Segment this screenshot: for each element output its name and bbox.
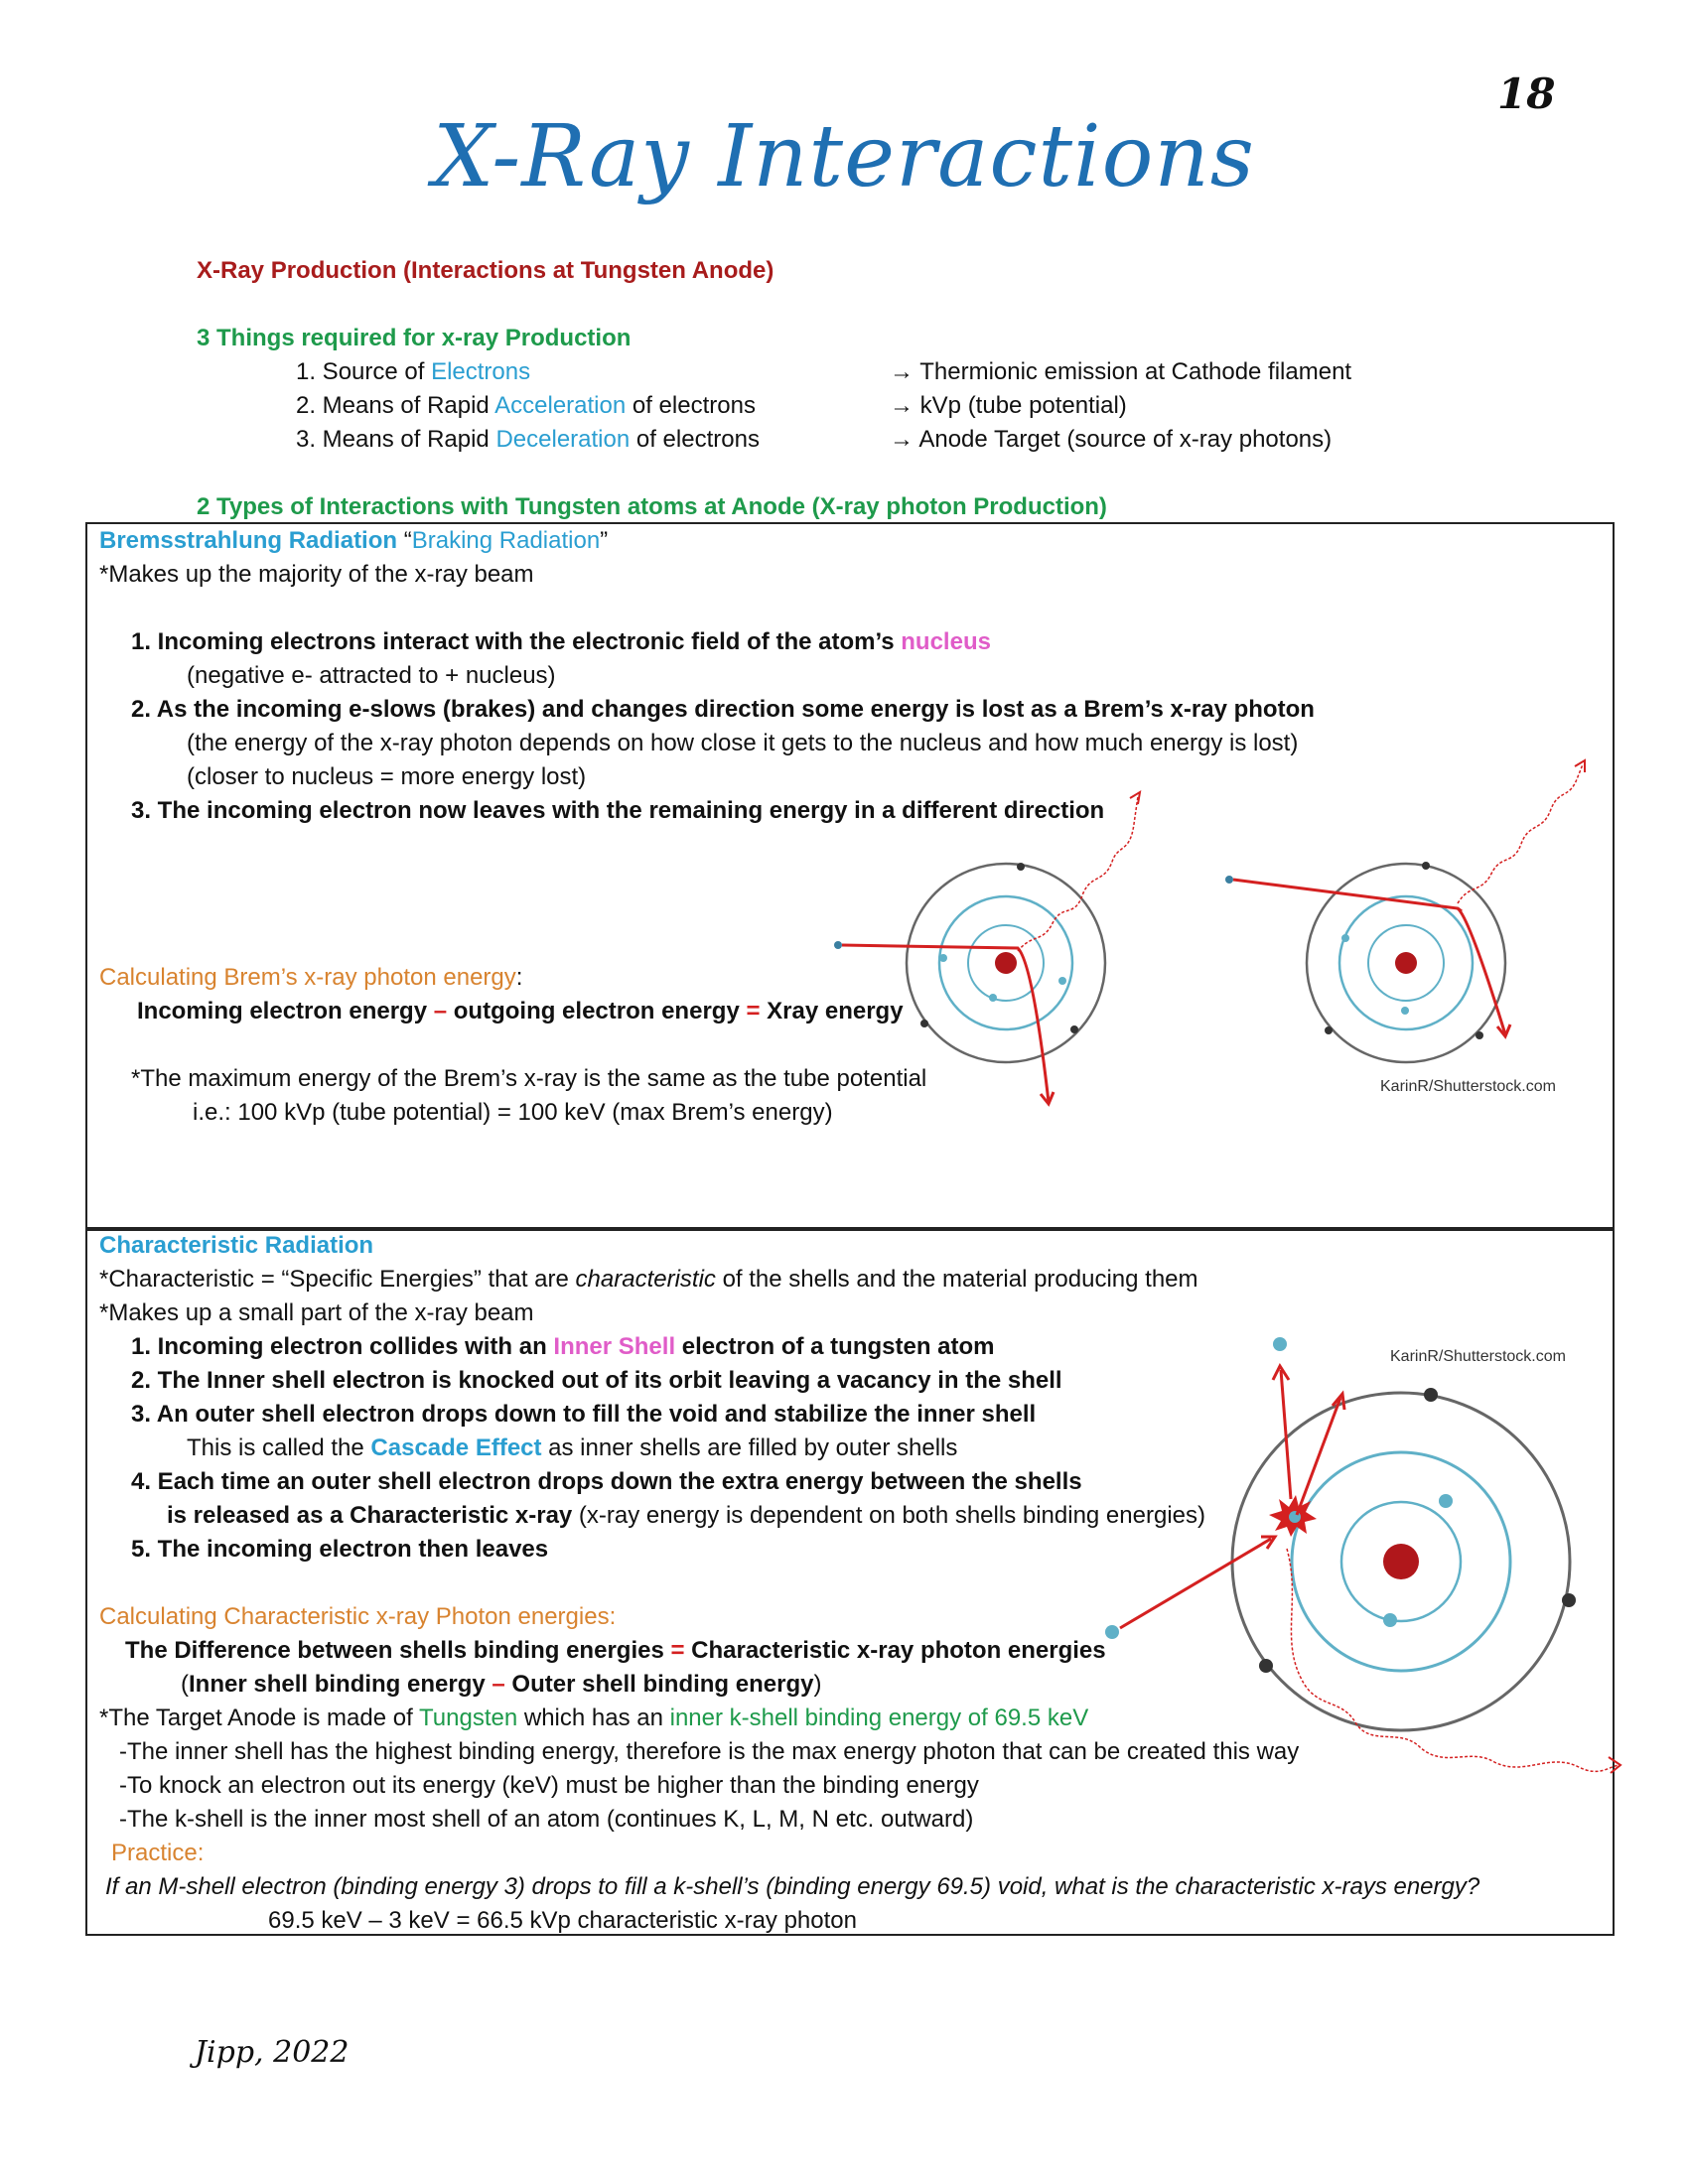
requirement-text: 1. Source of	[296, 358, 432, 385]
quote-open: “	[397, 527, 412, 554]
minus-sign: –	[433, 998, 448, 1024]
arrowhead	[1130, 792, 1140, 804]
formula-part: The Difference between shells binding energies	[125, 1637, 671, 1664]
brems-title-line	[99, 524, 608, 558]
characteristic-small-part: *Makes up a small part of the x-ray beam	[99, 1299, 534, 1326]
characteristic-diagram	[1102, 1340, 1618, 1807]
electron	[1422, 862, 1430, 870]
char-step-4: 4. Each time an outer shell electron drops down the extra energy between the shells	[131, 1468, 1082, 1495]
brems-step-3: 3. The incoming electron now leaves with the remaining energy in a different direction	[131, 797, 1105, 824]
electron	[1058, 977, 1066, 985]
requirement-suffix: of electrons	[630, 426, 760, 453]
incoming-electron	[1105, 1625, 1119, 1639]
ejected-electron	[1273, 1337, 1287, 1351]
requirements-heading: 3 Things required for x-ray Production	[197, 325, 632, 351]
footer-signature: Jipp, 2022	[195, 2035, 350, 2070]
char-step-5: 5. The incoming electron then leaves	[131, 1536, 549, 1563]
practice-label: Practice:	[111, 1840, 205, 1866]
electron	[1424, 1388, 1438, 1402]
requirement-item-2	[296, 389, 756, 423]
step-text: 1. Incoming electron collides with an	[131, 1333, 554, 1360]
nucleus	[1395, 952, 1417, 974]
cascade-text: as inner shells are filled by outer shells	[541, 1434, 958, 1461]
brems-step-1	[131, 625, 991, 659]
char-step-3: 3. An outer shell electron drops down to fill the void and stabilize the inner shell	[131, 1401, 1037, 1428]
incoming-electron	[834, 941, 842, 949]
tungsten-highlight: Tungsten	[419, 1705, 518, 1731]
brems-calc-formula	[137, 995, 904, 1028]
char-calc-formula	[125, 1634, 1106, 1668]
brems-max-note: *The maximum energy of the Brem’s x-ray is the same as the tube potential	[131, 1065, 927, 1092]
requirement-result-2: → kVp (tube potential)	[890, 392, 1127, 419]
equals-sign: =	[746, 998, 761, 1024]
step-text-bold: is released as a Characteristic x-ray	[167, 1502, 573, 1529]
char-calc-formula-2	[181, 1668, 821, 1702]
brems-step-1-note: (negative e- attracted to + nucleus)	[187, 662, 556, 689]
cascade-text: This is called the	[187, 1434, 371, 1461]
inner-shell-highlight: Inner Shell	[553, 1333, 676, 1360]
characteristic-image-credit: KarinR/Shutterstock.com	[1390, 1348, 1566, 1365]
electron	[920, 1020, 928, 1027]
requirement-highlight: Acceleration	[494, 392, 627, 419]
char-step-4-continued	[167, 1499, 1205, 1533]
formula-part: Inner shell binding energy	[189, 1671, 492, 1698]
electron	[1439, 1494, 1453, 1508]
cascade-note	[187, 1432, 957, 1465]
requirement-item-1	[296, 355, 530, 389]
electron	[1341, 934, 1349, 942]
electron	[989, 994, 997, 1002]
minus-sign: –	[492, 1671, 505, 1698]
calc-heading-text: Calculating Brem’s x-ray photon energy	[99, 964, 516, 991]
step-text: electron of a tungsten atom	[675, 1333, 995, 1360]
paren: )	[813, 1671, 822, 1698]
brems-subtitle: Braking Radiation	[411, 527, 601, 554]
practice-question: If an M-shell electron (binding energy 3) drops to fill a k-shell’s (binding energy 69.5) void, what is the characteristic x-rays energy?	[105, 1873, 1480, 1900]
electron	[1401, 1007, 1409, 1015]
brems-step-2-note-1: (the energy of the x-ray photon depends on how close it gets to the nucleus and how much energy is lost)	[187, 730, 1299, 756]
brems-diagram-left	[814, 784, 1152, 1122]
equals-sign: =	[670, 1637, 685, 1664]
char-note-3: -The k-shell is the inner most shell of an atom (continues K, L, M, N etc. outward)	[119, 1806, 974, 1833]
electron	[1476, 1031, 1483, 1039]
interactions-heading: 2 Types of Interactions with Tungsten atoms at Anode (X-ray photon Production)	[197, 493, 1107, 520]
definition-text: *Characteristic = “Specific Energies” that are	[99, 1266, 576, 1293]
brems-title: Bremsstrahlung Radiation	[99, 527, 398, 554]
electron	[939, 954, 947, 962]
practice-answer: 69.5 keV – 3 keV = 66.5 kVp characteristic x-ray photon	[268, 1907, 857, 1934]
brems-step-2: 2. As the incoming e-slows (brakes) and changes direction some energy is lost as a Brem’s x-ray photon	[131, 696, 1315, 723]
brems-max-example: i.e.: 100 kVp (tube potential) = 100 keV (max Brem’s energy)	[193, 1099, 833, 1126]
anode-text: which has an	[517, 1705, 670, 1731]
arrowhead	[1609, 1757, 1620, 1773]
char-note-2: -To knock an electron out its energy (keV) must be higher than the binding energy	[119, 1772, 979, 1799]
brems-calc-heading	[99, 961, 522, 995]
requirement-text: 3. Means of Rapid	[296, 426, 496, 453]
page-title: X-Ray Interactions	[433, 107, 1255, 206]
quote-close: ”	[600, 527, 609, 554]
formula-part: Xray energy	[760, 998, 904, 1024]
requirement-suffix: of electrons	[626, 392, 756, 419]
formula-part: Outer shell binding energy	[504, 1671, 814, 1698]
brems-image-credit: KarinR/Shutterstock.com	[1380, 1078, 1556, 1095]
electron	[1562, 1593, 1576, 1607]
characteristic-definition	[99, 1263, 1198, 1297]
char-note-1: -The inner shell has the highest binding energy, therefore is the max energy photon that can be created this way	[119, 1738, 1300, 1765]
xray-photon-wave	[1018, 796, 1138, 951]
k-shell-highlight: inner k-shell binding energy of 69.5 keV	[669, 1705, 1089, 1731]
anode-note	[99, 1702, 1088, 1735]
electron	[1259, 1659, 1273, 1673]
brems-diagram-right	[1201, 754, 1618, 1132]
char-calc-heading: Calculating Characteristic x-ray Photon energies:	[99, 1603, 617, 1630]
nucleus	[1383, 1544, 1419, 1579]
formula-part: Incoming electron energy	[137, 998, 434, 1024]
requirement-result-1: → Thermionic emission at Cathode filament	[890, 358, 1352, 385]
electron	[1383, 1613, 1397, 1627]
characteristic-title: Characteristic Radiation	[99, 1232, 374, 1259]
definition-italic: characteristic	[575, 1266, 716, 1293]
anode-text: *The Target Anode is made of	[99, 1705, 419, 1731]
electron	[1017, 863, 1025, 871]
char-step-2: 2. The Inner shell electron is knocked out of its orbit leaving a vacancy in the shell	[131, 1367, 1062, 1394]
brems-majority: *Makes up the majority of the x-ray beam	[99, 561, 534, 588]
step-text: 1. Incoming electrons interact with the electronic field of the atom’s	[131, 628, 902, 655]
incoming-path-arrow	[1120, 1539, 1271, 1628]
brems-step-2-note-2: (closer to nucleus = more energy lost)	[187, 763, 587, 790]
formula-part: Characteristic x-ray photon energies	[684, 1637, 1106, 1664]
electron	[1070, 1025, 1078, 1033]
formula-part: outgoing electron energy	[447, 998, 747, 1024]
nucleus-highlight: nucleus	[901, 628, 991, 655]
requirement-highlight: Deceleration	[495, 426, 631, 453]
xray-photon-wave	[1458, 764, 1583, 903]
calc-colon: :	[515, 964, 523, 991]
nucleus	[995, 952, 1017, 974]
production-heading: X-Ray Production (Interactions at Tungsten Anode)	[197, 257, 774, 284]
step-text: (x-ray energy is dependent on both shells binding energies)	[572, 1502, 1205, 1529]
paren: (	[181, 1671, 189, 1698]
requirement-text: 2. Means of Rapid	[296, 392, 495, 419]
requirement-item-3	[296, 423, 760, 457]
electron-path-arrow	[842, 945, 1049, 1102]
incoming-electron	[1225, 876, 1233, 884]
requirement-highlight: Electrons	[431, 358, 531, 385]
page-number: 18	[1497, 69, 1556, 118]
definition-text: of the shells and the material producing them	[715, 1266, 1198, 1293]
char-step-1	[131, 1330, 995, 1364]
cascade-highlight: Cascade Effect	[370, 1434, 542, 1461]
requirement-result-3: → Anode Target (source of x-ray photons)	[890, 426, 1333, 453]
electron	[1325, 1026, 1333, 1034]
